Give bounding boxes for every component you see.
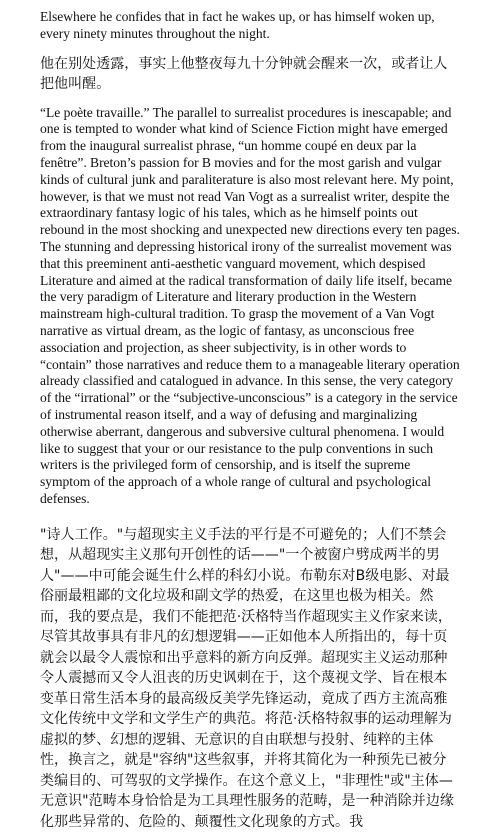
chinese-paragraph-2: "诗人工作。"与超现实主义手法的平行是不可避免的；人们不禁会想，从超现实主义那句开创性的话——"一个被窗户劈成两半的男人"——中可能会诞生什么样的科幻小说。布勒东对B级电影、对最俗丽最粗鄙的文化垃圾和副文学的热爱，在这里也极为相关。然而，我的要点是，我们不能把范·沃格特当作超现实主义作家来读，尽管其故事具有非凡的幻想逻辑——正如他本人所指出的，每十页就会以最令人震惊和出乎意料的新方向反弹。超现实主义运动那种令人震撼而又令人沮丧的历史讽刺在于，这个蔑视文学、旨在根本变革日常生活本身的最高级反美学先锋运动，竟成了西方主流高雅文化传统中文学和文学生产的典范。将范·沃格特叙事的运动理解为虚拟的梦、幻想的逻辑、无意识的自由联想与投射、纯粹的主体性，换言之，就是"容纳"这些叙事，并将其简化为一种预先已被分类编目的、可驾驭的文学操作。在这个意义上，"非理性"或"主体—无意识"范畴本身恰恰是为工具理性服务的范畴，是一种消除并边缘化那些异常的、危险的、颠覆性文化现象的方式。我 xyxy=(40,526,454,830)
chinese-paragraph-1: 他在别处透露，事实上他整夜每九十分钟就会醒来一次，或者让人把他叫醒。 xyxy=(40,55,448,93)
english-paragraph-1: Elsewhere he confides that in fact he wakes up, or has himself woken up, every ninety minutes throughout the night. xyxy=(40,9,435,41)
english-paragraph-2: “Le poète travaille.” The parallel to surrealist procedures is inescapable; and one is tempted to wonder what kind of Science Fiction might have emerged from the inaugural surrealist phrase, “un homme coupé en deux par la fenêtre”. Breton’s passion for B movies and for the most garish and vulgar kinds of cultural junk and paraliterature is also most relevant here. My point, however, is that we must not read Van Vogt as a surrealist writer, despite the extraordinary fantasy logic of his tales, which as he himself points out rebound in the most shocking and unexpected new directions every ten pages. The stunning and depressing historical irony of the surrealist movement was that this preeminent anti-aesthetic vanguard movement, which despised Literature and aimed at the radical transformation of daily life itself, became the very paradigm of Literature and literary production in the Western mainstream high-cultural tradition. To grasp the movement of a Van Vogt narrative as virtual dream, as the logic of fantasy, as unconscious free association and projection, as sheer subjectivity, is in other words to “contain” those narratives and reduce them to a manageable literary operation already classified and catalogued in advance. In this sense, the very category of the “irrational” or the “subjective-unconscious” is a category in the service of instrumental reason itself, and a way of defusing and marginalizing otherwise aberrant, dangerous and subversive cultural phenomena. I would like to suggest that your or our resistance to the pulp conventions in such writers is the privileged form of censorship, and is itself the supreme symptom of the approach of a whole range of cultural and psychological defenses. xyxy=(40,104,460,506)
